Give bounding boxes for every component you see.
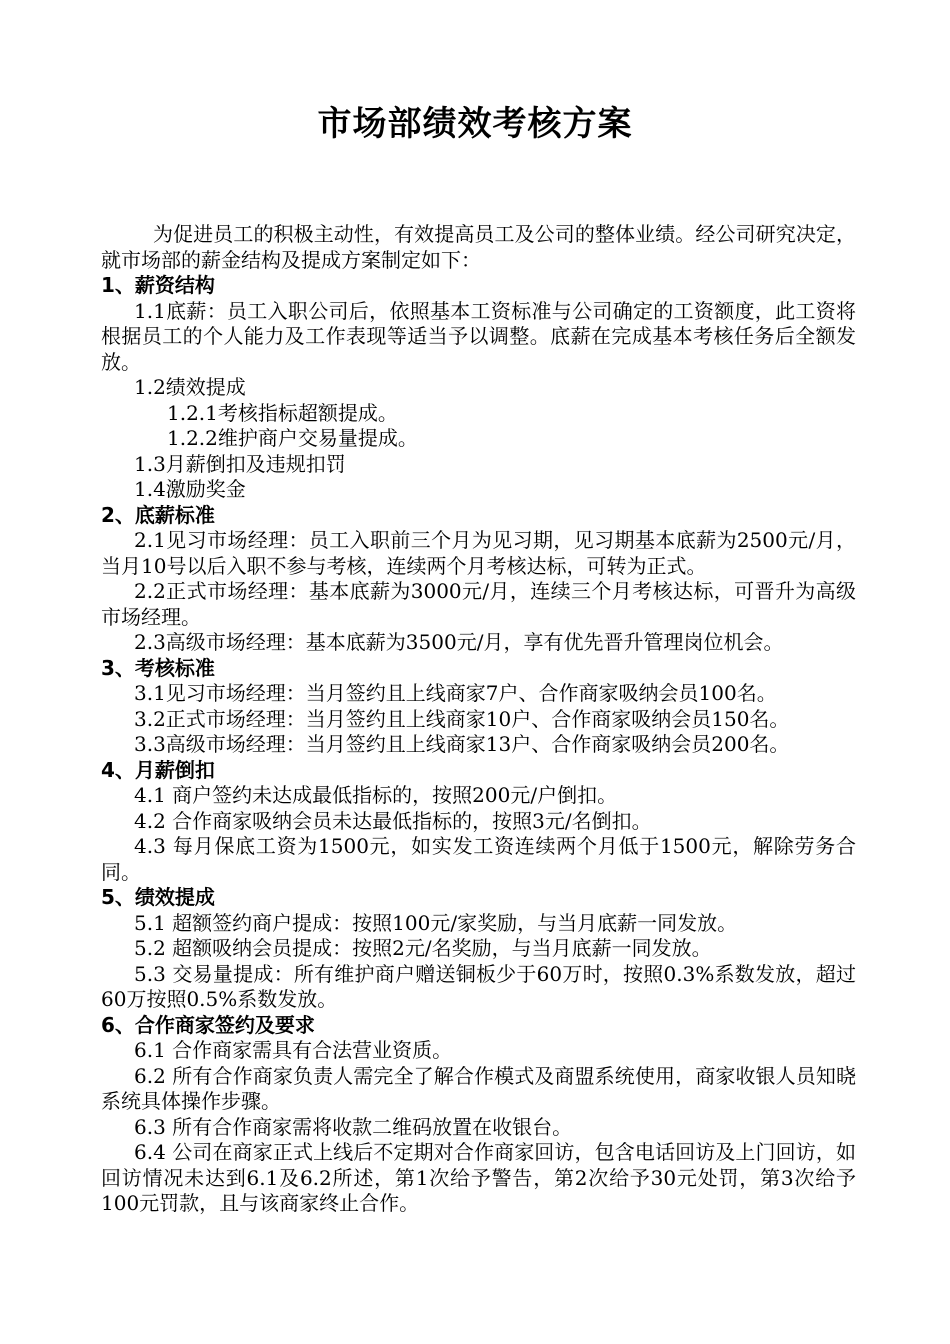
item-6-3: 6.3 所有合作商家需将收款二维码放置在收银台。 xyxy=(134,1114,573,1139)
item-1-2-1: 1.2.1考核指标超额提成。 xyxy=(167,400,398,425)
item-2-2: 2.2正式市场经理：基本底薪为3000元/月，连续三个月考核达标，可晋升为高级市场经理。 xyxy=(101,579,856,629)
item-2-1: 2.1见习市场经理：员工入职前三个月为见习期，见习期基本底薪为2500元/月，当月10号以后入职不参与考核，连续两个月考核达标，可转为正式。 xyxy=(101,528,856,578)
item-4-3: 4.3 每月保底工资为1500元，如实发工资连续两个月低于1500元，解除劳务合同。 xyxy=(101,834,856,884)
item-1-4: 1.4激励奖金 xyxy=(134,477,246,501)
section-heading-assessment-standard: 3、考核标准 xyxy=(101,655,215,680)
item-4-1: 4.1 商户签约未达成最低指标的，按照200元/户倒扣。 xyxy=(134,783,618,807)
item-2-3: 2.3高级市场经理：基本底薪为3500元/月，享有优先晋升管理岗位机会。 xyxy=(134,630,784,654)
section-heading-salary-structure: 1、薪资结构 xyxy=(101,273,215,297)
item-5-1: 5.1 超额签约商户提成：按照100元/家奖励，与当月底薪一同发放。 xyxy=(134,910,738,935)
section-heading-salary-deduction: 4、月薪倒扣 xyxy=(101,757,215,782)
item-3-1: 3.1见习市场经理：当月签约且上线商家7户、合作商家吸纳会员100名。 xyxy=(134,681,777,705)
item-3-3: 3.3高级市场经理：当月签约且上线商家13户、合作商家吸纳会员200名。 xyxy=(134,732,790,756)
item-3-2: 3.2正式市场经理：当月签约且上线商家10户、合作商家吸纳会员150名。 xyxy=(134,706,790,731)
item-4-2: 4.2 合作商家吸纳会员未达最低指标的，按照3元/名倒扣。 xyxy=(134,808,652,833)
section-heading-merchant-requirements: 6、合作商家签约及要求 xyxy=(101,1012,315,1037)
item-5-2: 5.2 超额吸纳会员提成：按照2元/名奖励，与当月底薪一同发放。 xyxy=(134,936,712,960)
item-1-2-2: 1.2.2维护商户交易量提成。 xyxy=(167,426,418,450)
intro-paragraph: 为促进员工的积极主动性，有效提高员工及公司的整体业绩。经公司研究决定，就市场部的薪金结构及提成方案制定如下： xyxy=(101,222,856,272)
section-heading-base-salary-standard: 2、底薪标准 xyxy=(101,502,215,527)
item-1-3: 1.3月薪倒扣及违规扣罚 xyxy=(134,451,346,476)
item-6-4: 6.4 公司在商家正式上线后不定期对合作商家回访，包含电话回访及上门回访，如回访情况未达到6.1及6.2所述，第1次给予警告，第2次给予30元处罚，第3次给予100元罚款，且与该商家终止合作。 xyxy=(101,1140,856,1215)
item-1-2-performance-commission: 1.2绩效提成 xyxy=(134,375,246,399)
document-title: 市场部绩效考核方案 xyxy=(317,104,633,144)
item-6-2: 6.2 所有合作商家负责人需完全了解合作模式及商盟系统使用，商家收银人员知晓系统具体操作步骤。 xyxy=(101,1063,856,1113)
item-1-1-base-salary: 1.1底薪：员工入职公司后，依照基本工资标准与公司确定的工资额度，此工资将根据员工的个人能力及工作表现等适当予以调整。底薪在完成基本考核任务后全额发放。 xyxy=(101,298,856,374)
document-body xyxy=(101,222,856,1217)
section-heading-performance-commission: 5、绩效提成 xyxy=(101,885,215,909)
item-6-1: 6.1 合作商家需具有合法营业资质。 xyxy=(134,1038,453,1062)
item-5-3: 5.3 交易量提成：所有维护商户赠送铜板少于60万时，按照0.3%系数发放，超过60万按照0.5%系数发放。 xyxy=(101,961,856,1011)
